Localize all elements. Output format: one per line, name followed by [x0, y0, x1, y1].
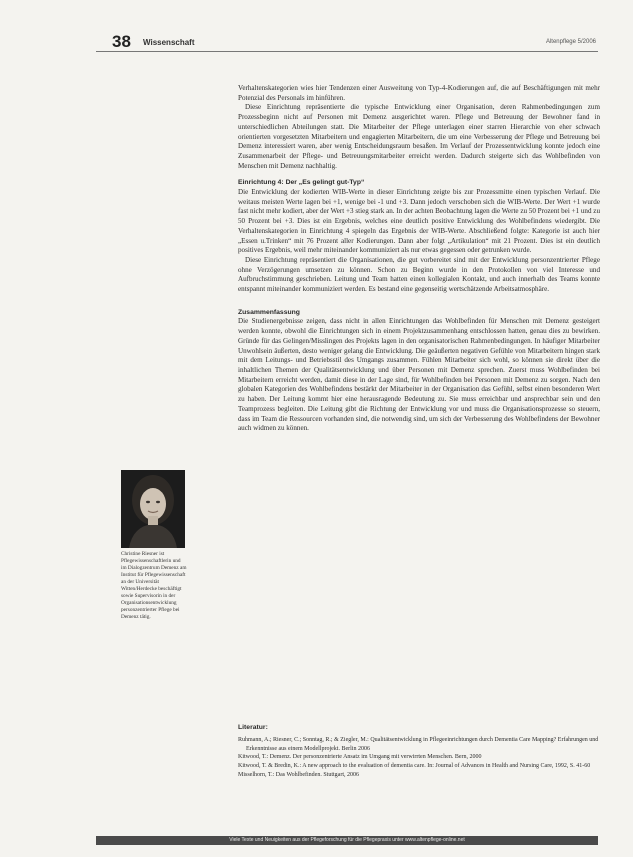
paragraph: Verhaltenskategorien wies hier Tendenzen einer Ausweitung von Typ-4-Kodierungen auf, die auf Beschäftigungen mit mehr Potenzial des Personals im hinführen. [238, 84, 600, 102]
reference: Kitwood, T. & Bredin, K.: A new approach to the evaluation of dementia care. In: Journal of Advances in Health and Nursing Care, 1992, S. 41-60 [238, 763, 591, 770]
page-header [96, 32, 598, 54]
reference: Ruhmann, A.; Riesner, C.; Sonntag, R.; & Ziegler, M.: Qualitätsentwicklung in Pflegeeinrichtungen durch Dementia Care Mapping? Erfahrungen und Erkenntnisse aus einem Modellprojekt. Berlin 2006 [238, 736, 599, 752]
literature [238, 723, 600, 780]
reference: Kitwood, T.: Demenz. Der personzentrierte Ansatz im Umgang mit verwirrten Menschen. Bern, 2000 [238, 754, 482, 761]
section-name: Wissenschaft [143, 38, 195, 47]
section-heading-zusammenfassung: Zusammenfassung [238, 308, 300, 316]
footer-text: Viele Texte und Neuigkeiten aus der Pflegeforschung für die Pflegepraxis unter www.altenpflege-online.net [229, 837, 465, 843]
paragraph: Diese Einrichtung repräsentiert die Organisationen, die gut vorbereitet sind mit der Entwicklung personzentrierter Pflege ohne Verzögerungen umsetzen zu können. Schon zu Beginn wurde in den Protokollen von viel Interesse und Aufbruchstimmung geschrieben. Leitung und Team hatten einen kollegialen Kontakt, und auch innerhalb des Teams konnte entspannt miteinander kommuniziert werden. Es bestand eine gegenseitig wertschätzende Arbeitsatmosphäre. [238, 255, 600, 294]
photo-caption: Christine Riesner ist Pflegewissenschaftlerin und im Dialogzentrum Demenz am Institut für Pflegewissenschaft an der Universität Witten/Herdecke beschäftigt sowie Supervisorin in der Organisationsentwicklung personzentrierter Pflege bei Demenz tätig. [121, 551, 187, 620]
issue-info: Altenpflege 5/2006 [545, 39, 596, 45]
reference: Misselhorn, T.: Das Wohlbefinden. Stuttgart, 2006 [238, 771, 360, 778]
section-heading-einrichtung-4: Einrichtung 4: Der „Es gelingt gut-Typ“ [238, 179, 365, 187]
article-body [238, 84, 600, 434]
paragraph: Die Entwicklung der kodierten WIB-Werte in dieser Einrichtung zeigte bis zur Prozessmitte einen typischen Verlauf. Die weitaus meisten Werte lagen bei +1, wenige bei -1 und +3. Dann jedoch verschoben sich die WIB-Werte. Der Wert +1 wurde fast nicht mehr kodiert, aber der Wert +3 stieg stark an. In der achten Beobachtung lagen die Werte zu 50 Prozent bei +1 und zu 50 Prozent bei +3. Dies ist ein Ergebnis, welches eine deutlich positive Entwicklung des Wohlbefindens wiedergibt. Die Verhaltenskategorien in Einrichtung 4 spiegeln das Ergebnis der WIB-Werte. Abschließend folgte: Kategorie ist auch hier „Essen u.Trinken“ mit 76 Prozent aller Kodierungen. Dann aber folgt „Artikulation“ mit 21 Prozent. Dies ist ein deutlich positives Ergebnis, weil mehr miteinander kommuniziert als nur etwas gegessen oder getrunken wurde. [238, 188, 600, 255]
paragraph: Diese Einrichtung repräsentierte die typische Entwicklung einer Organisation, deren Rahmenbedingungen zum Prozessbeginn nicht auf Personen mit Demenz ausgerichtet waren. Pflege und Betreuung der Bewohner fand in unterschiedlichen Abteilungen statt. Die Mitarbeiter der Pflege unterlagen einer starren Hierarchie von eher schwach orientierten vorgesetzten Mitarbeitern und engagierten Mitarbeitern, die um eine Verbesserung der Pflege und Betreuung bei Demenz interessiert waren, aber wenig Entscheidungsraum besaßen. Im Verlauf der Prozessentwicklung konnte jedoch eine Zusammenarbeit der Pflege- und Betreuungsmitarbeiter erreicht werden. Dadurch steigerte sich das Wohlbefinden von Menschen mit Demenz nachhaltig. [238, 103, 600, 170]
literature-heading: Literatur: [238, 724, 268, 731]
paragraph: Die Studienergebnisse zeigen, dass nicht in allen Einrichtungen das Wohlbefinden für Menschen mit Demenz gesteigert werden konnte, obwohl die Einrichtungen sich in einem Projektzusammenhang entschlossen hatten, genau dies zu bewirken. Gründe für das Gelingen/Misslingen des Projekts lagen in den organisatorischen Rahmenbedingungen. In häufiger Mitarbeiter Unwohlsein äußerten, desto weniger gelang die Entwicklung. Die geäußerten negativen Gefühle von Mitarbeitern hingen stark mit dem Leitungs- und Betriebsstil des Umgangs zusammen. Fühlen Mitarbeiter sich wohl, so können sie direkt über die inhaltlichen Themen der Qualitätsentwicklung und über Personen mit Demenz sprechen. Zuerst muss Wohlbefinden bei Mitarbeitern erreicht werden, damit diese in der Lage sind, für Wohlbefinden bei Personen mit Demenz zu sorgen. Nach den globalen Kategorien des Wohlbefindens bestärkt der Mitarbeiter in der Organisation das Gefühl, selbst einen besonderen Wert zu haben. Der Leitung kommt hier eine herausragende Bedeutung zu. Sie muss erreichbar und ansprechbar sein und den Teamprozess begleiten. Die Leitung gibt die Richtung der Entwicklung vor und muss die Organisationsprozesse so steuern, dass im Team die Ressourcen vorhanden sind, die notwendig sind, um sich der Verbesserung des Wohlbefindens der Bewohner auch widmen zu können. [238, 317, 600, 433]
header-rule [96, 51, 598, 52]
author-photo [121, 470, 185, 548]
page-footer [96, 836, 598, 845]
page-number: 38 [112, 32, 131, 51]
